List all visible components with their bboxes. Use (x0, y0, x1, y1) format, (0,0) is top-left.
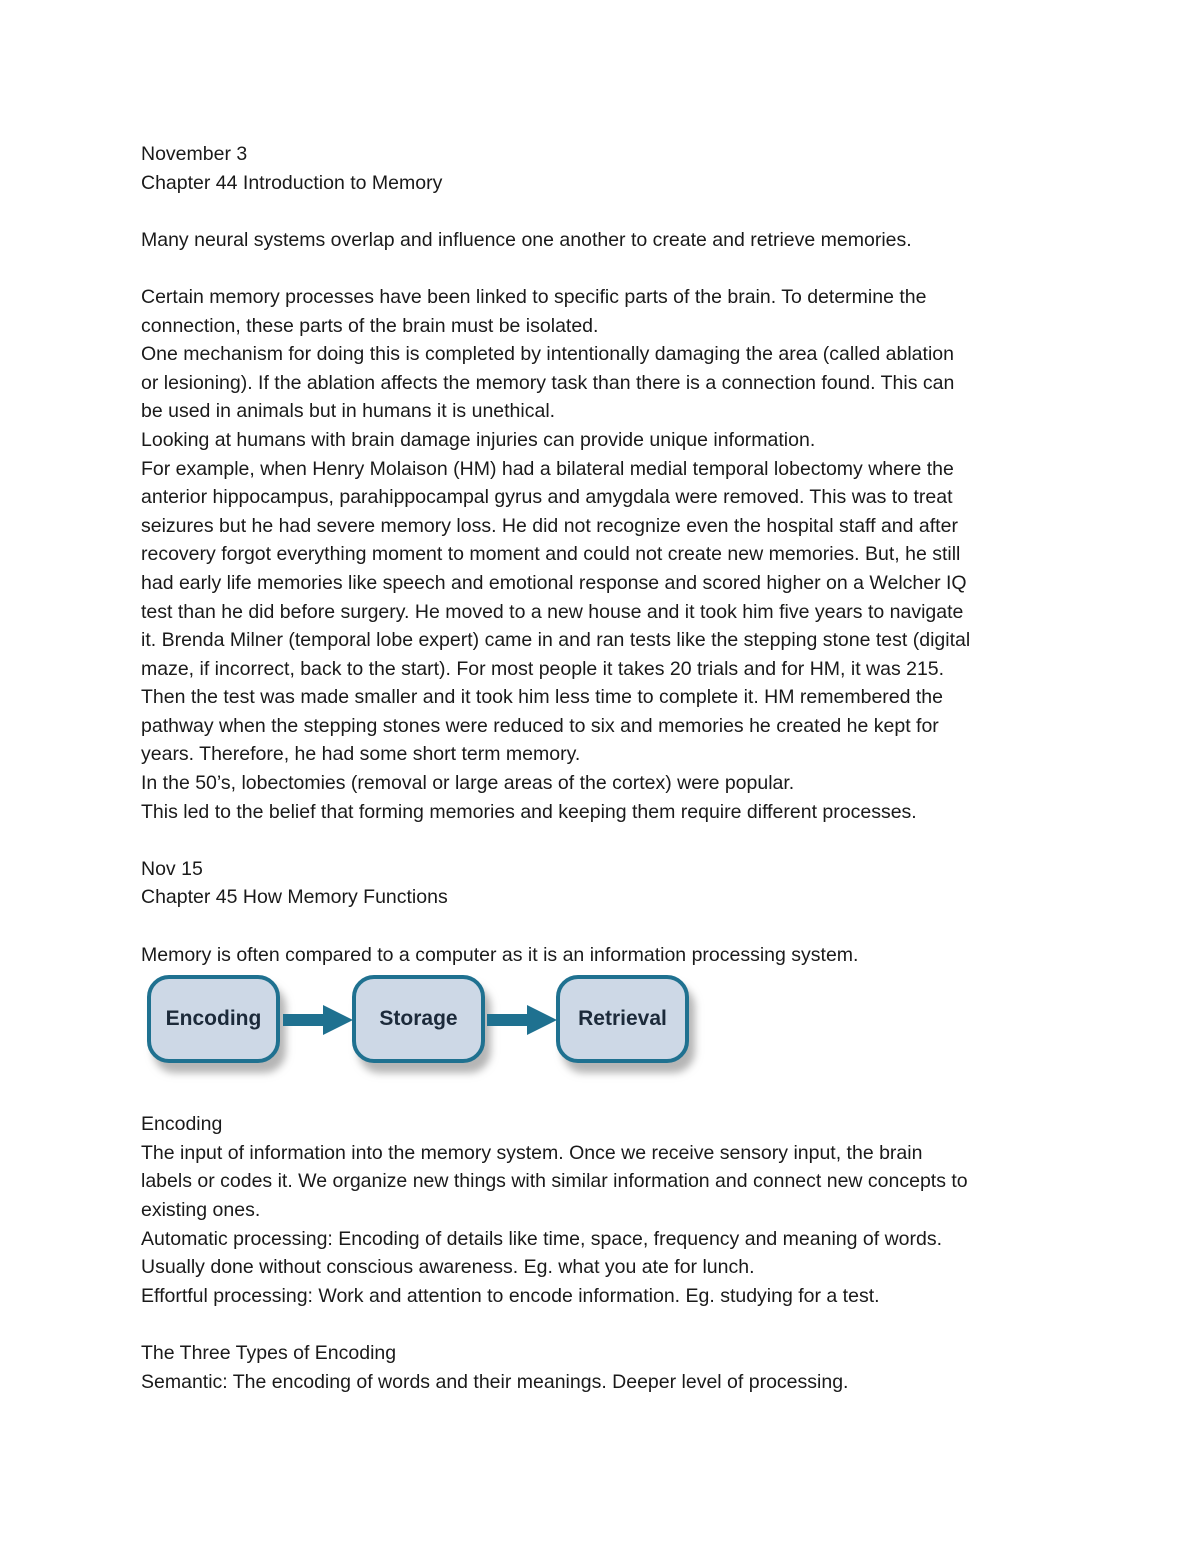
body-line: For example, when Henry Molaison (HM) had a bilateral medial temporal lobectomy where the (141, 457, 954, 480)
body-line: Effortful processing: Work and attention to encode information. Eg. studying for a test. (141, 1284, 880, 1307)
spacer (141, 826, 1066, 855)
body-line: Usually done without conscious awareness. Eg. what you ate for lunch. (141, 1256, 755, 1279)
spacer (141, 254, 1066, 283)
body-line: or lesioning). If the ablation affects the memory task than there is a connection found. This can (141, 371, 955, 394)
body-line: Looking at humans with brain damage injuries can provide unique information. (141, 428, 816, 451)
body-line: recovery forgot everything moment to moment and could not create new memories. But, he still (141, 543, 961, 566)
spacer (141, 912, 1066, 941)
section2-intro: Memory is often compared to a computer as it is an information processing system. (141, 943, 859, 966)
body-line: maze, if incorrect, back to the start). For most people it takes 20 trials and for HM, it was 215. (141, 657, 945, 680)
body-line: One mechanism for doing this is completed by intentionally damaging the area (called ablation (141, 343, 954, 366)
encoding-node: Encoding (147, 975, 280, 1063)
body-line: Semantic: The encoding of words and their meanings. Deeper level of processing. (141, 1370, 849, 1393)
body-line: it. Brenda Milner (temporal lobe expert) came in and ran tests like the stepping stone test (digital (141, 629, 971, 652)
body-line: connection, these parts of the brain must be isolated. (141, 314, 599, 337)
body-line: had early life memories like speech and emotional response and scored higher on a Welcher IQ (141, 571, 967, 594)
encoding-body (141, 1139, 1066, 1311)
encoding-heading: Encoding (141, 1113, 223, 1136)
body-line: anterior hippocampus, parahippocampal gyrus and amygdala were removed. This was to treat (141, 486, 953, 509)
section1-chapter-title: Chapter 44 Introduction to Memory (141, 171, 443, 194)
body-line: In the 50’s, lobectomies (removal or large areas of the cortex) were popular. (141, 772, 795, 795)
spacer (141, 197, 1066, 226)
section1-intro: Many neural systems overlap and influence one another to create and retrieve memories. (141, 228, 912, 251)
body-line: be used in animals but in humans it is unethical. (141, 400, 556, 423)
body-line: existing ones. (141, 1199, 261, 1221)
arrow-right-icon (487, 1005, 559, 1035)
body-line: seizures but he had severe memory loss. He did not recognize even the hospital staff and after (141, 514, 958, 537)
body-line: labels or codes it. We organize new things with similar information and connect new concepts to (141, 1170, 968, 1193)
document-page (141, 140, 1066, 1396)
body-line: Certain memory processes have been linked to specific parts of the brain. To determine the (141, 285, 927, 308)
body-line: years. Therefore, he had some short term memory. (141, 743, 581, 766)
section2-chapter-title: Chapter 45 How Memory Functions (141, 886, 448, 909)
spacer (141, 1310, 1066, 1339)
section1-body (141, 283, 1066, 826)
body-line: test than he did before surgery. He moved to a new house and it took him five years to navigate (141, 600, 964, 623)
section1-date: November 3 (141, 143, 248, 165)
body-line: Then the test was made smaller and it took him less time to complete it. HM remembered the (141, 686, 943, 709)
encoding-types-heading: The Three Types of Encoding (141, 1341, 397, 1364)
body-line: The input of information into the memory system. Once we receive sensory input, the brain (141, 1141, 923, 1164)
storage-node: Storage (352, 975, 485, 1063)
body-line: This led to the belief that forming memories and keeping them require different processes. (141, 800, 917, 823)
retrieval-node: Retrieval (556, 975, 689, 1063)
body-line: Automatic processing: Encoding of details like time, space, frequency and meaning of words. (141, 1227, 943, 1250)
body-line: pathway when the stepping stones were reduced to six and memories he created he kept for (141, 714, 939, 737)
section2-date: Nov 15 (141, 857, 203, 880)
arrow-right-icon (283, 1005, 355, 1035)
memory-process-diagram (143, 975, 723, 1100)
